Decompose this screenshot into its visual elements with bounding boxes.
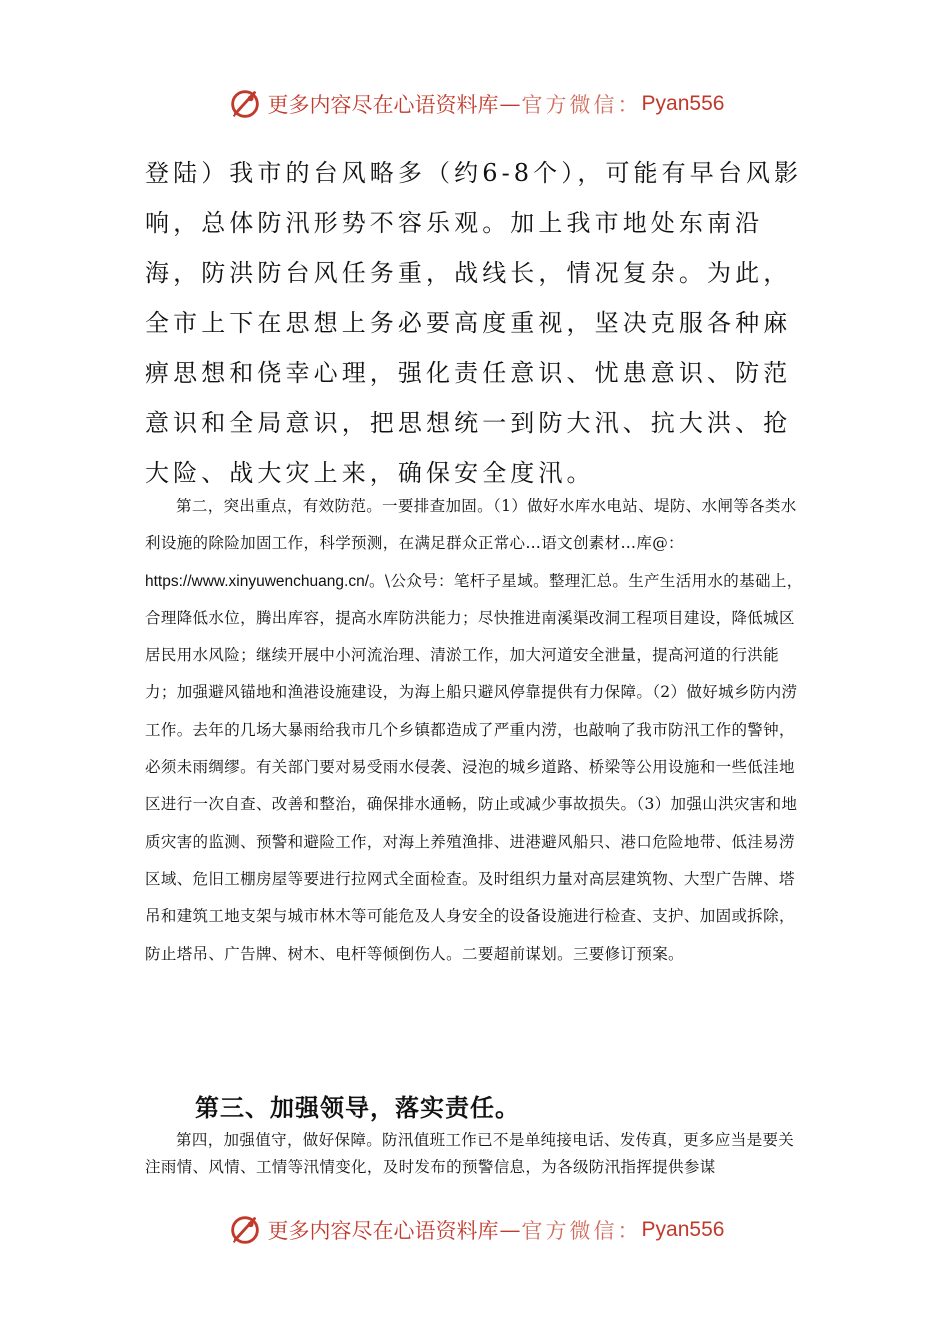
wechat-id: Pyan556 <box>641 1218 725 1241</box>
banner-dash: — <box>499 1218 521 1242</box>
source-url-link[interactable]: https://www.xinyuwenchuang.cn/ <box>145 572 370 590</box>
header-banner <box>0 82 950 126</box>
wechat-id: Pyan556 <box>641 92 725 115</box>
section-four-block <box>145 1127 807 1181</box>
footer-banner <box>0 1208 950 1252</box>
wechat-label: 官方微信： <box>521 93 642 117</box>
section-two-block <box>145 488 807 973</box>
pen-logo-icon <box>226 85 264 123</box>
section-two-paragraph <box>145 488 807 973</box>
section-two-part1: 第二，突出重点，有效防范。一要排查加固。（1）做好水库水电站、堤防、水闸等各类水利设施的除险加固工作，科学预测，在满足群众正常心…语文创素材…库@： <box>145 497 797 553</box>
brand-text: 更多内容尽在心语资料库 <box>267 1219 499 1243</box>
brand-text: 更多内容尽在心语资料库 <box>267 93 499 117</box>
section-four-paragraph: 第四，加强值守，做好保障。防汛值班工作已不是单纯接电话、发传真，更多应当是要关注雨情、风情、工情等汛情变化，及时发布的预警信息，为各级防汛指挥提供参谋 <box>145 1131 795 1176</box>
section-three-heading: 第三、加强领导，落实责任。 <box>195 1094 520 1122</box>
section-two-part2: 。\公众号：笔杆子星域。整理汇总。生产生活用水的基础上，合理降低水位，腾出库容，提高水库防洪能力；尽快推进南溪渠改洞工程项目建设，降低城区居民用水风险；继续开展中小河流治理、清淤工作，加大河道安全泄量，提高河道的行洪能力；加强避风锚地和渔港设施建设，为海上船只避风停靠提供有力保障。（2）做好城乡防内涝工作。去年的几场大暴雨给我市几个乡镇都造成了严重内涝，也敲响了我市防汛工作的警钟，必须未雨绸缪。有关部门要对易受雨水侵袭、浸泡的城乡道路、桥梁等公用设施和一些低洼地区进行一次自查、改善和整治，确保排水通畅，防止或减少事故损失。（3）加强山洪灾害和地质灾害的监测、预警和避险工作，对海上养殖渔排、进港避风船只、港口危险地带、低洼易涝区域、危旧工棚房屋等要进行拉网式全面检查。及时组织力量对高层建筑物、大型广告牌、塔吊和建筑工地支架与城市林木等可能危及人身安全的设备设施进行检查、支护、加固或拆除，防止塔吊、广告牌、树木、电杆等倾倒伤人。二要超前谋划。三要修订预案。 <box>145 571 803 963</box>
pen-logo-icon <box>226 1211 264 1249</box>
big-paragraph: 登陆）我市的台风略多（约6-8个），可能有早台风影响，总体防汛形势不容乐观。加上我市地处东南沿海，防洪防台风任务重，战线长，情况复杂。为此，全市上下在思想上务必要高度重视，坚决克服各种麻痹思想和侥幸心理，强化责任意识、忧患意识、防范意识和全局意识，把思想统一到防大汛、抗大洪、抢大险、战大灾上来，确保安全度汛。 <box>145 159 803 487</box>
wechat-label: 官方微信： <box>521 1219 642 1243</box>
large-text-block <box>145 148 815 498</box>
banner-dash: — <box>499 92 521 116</box>
